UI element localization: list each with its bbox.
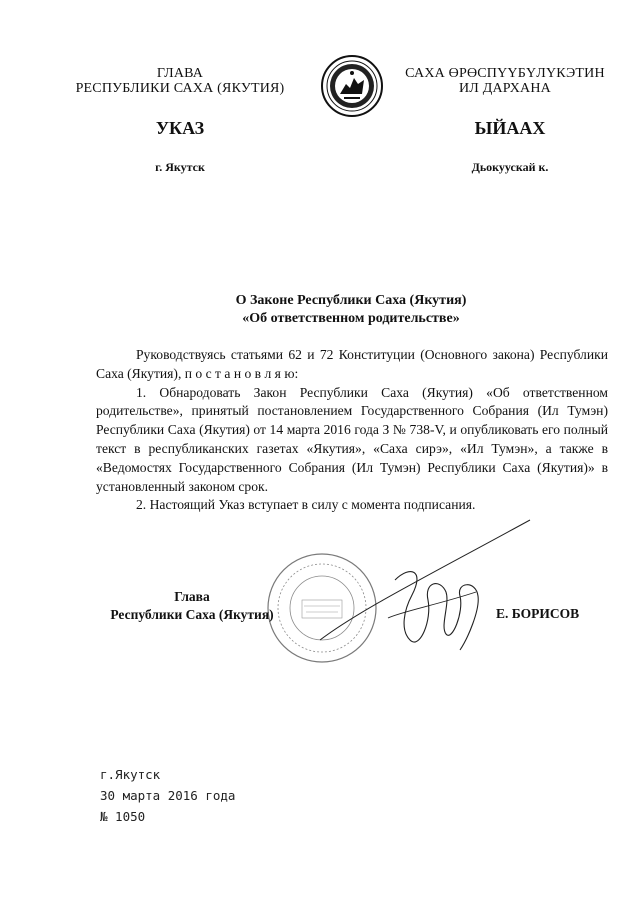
header-right	[390, 66, 620, 96]
document-title-line2: «Об ответственном родительстве»	[242, 311, 460, 326]
decree-title-russian: УКАЗ	[155, 118, 205, 138]
signatory-position-line1: Глава	[174, 589, 210, 604]
document-title-line1: О Законе Республики Саха (Якутия)	[235, 293, 467, 308]
footer-city: г.Якутск	[100, 767, 161, 782]
item-1-paragraph: 1. Обнародовать Закон Республики Саха (Якутия) «Об ответственном родительстве», принятый постановлением Государственного Собрания (Ил Тумэн) Республики Саха (Якутия) от 14 марта 2016 года З № 738-V, и опубликовать его полный текст в республиканских газетах «Якутия», «Саха сирэ», «Ил Тумэн», а также в «Ведомостях Государственного Собрания (Ил Тумэн) Республики Саха (Якутия)» в установленный законом срок.	[96, 384, 608, 494]
document-title	[96, 292, 606, 328]
signatory-name: Е. БОРИСОВ	[496, 606, 580, 621]
item-2-paragraph: 2. Настоящий Указ вступает в силу с момента подписания.	[136, 497, 476, 513]
header-left-line2: РЕСПУБЛИКИ САХА (ЯКУТИЯ)	[75, 81, 285, 96]
header-right-line1: САХА ӨРӨСПҮҮБҮЛҮКЭТИН	[405, 66, 605, 81]
preamble-paragraph: Руководствуясь статьями 62 и 72 Конституции (Основного закона) Республики Саха (Якутия), п о с т а н о в л я ю:	[96, 347, 608, 381]
city-russian: г. Якутск	[155, 160, 205, 174]
footer-number: № 1050	[100, 809, 146, 824]
signatory-position	[92, 588, 292, 624]
header-left-line1: ГЛАВА	[156, 66, 204, 81]
document-body	[96, 346, 608, 515]
header-right-line2: ИЛ ДАРХАНА	[458, 81, 551, 96]
handwritten-signature-icon	[300, 500, 540, 660]
decree-title-yakut: ЫЙААХ	[474, 118, 546, 138]
registration-footer	[100, 764, 235, 827]
signatory-position-line2: Республики Саха (Якутия)	[110, 607, 274, 622]
footer-date: 30 марта 2016 года	[100, 788, 236, 803]
city-yakut: Дьокуускай к.	[471, 160, 549, 174]
emblem-icon	[320, 54, 384, 118]
header-left	[70, 66, 290, 96]
